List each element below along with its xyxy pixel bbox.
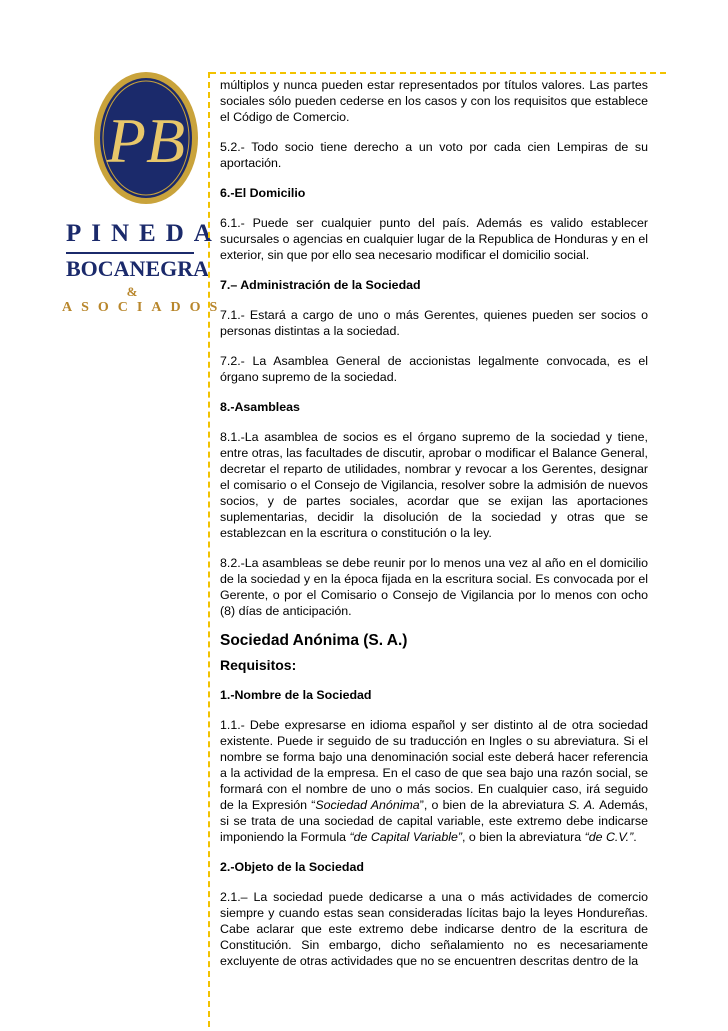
heading-domicilio: 6.-El Domicilio — [220, 186, 306, 200]
page-frame-top-border — [210, 72, 666, 74]
logo-line-asociados: ASOCIADOS — [62, 300, 227, 315]
logo-line-pineda: PINEDA — [66, 220, 222, 247]
paragraph-intro: múltiplos y nunca pueden estar representados por títulos valores. Las partes sociales sólo pueden cederse en los casos y con los requisitos que establece el Código de Comercio. — [220, 78, 648, 124]
heading-asambleas: 8.-Asambleas — [220, 400, 300, 414]
monogram-text: PB — [106, 105, 186, 176]
emphasis-capital-variable: “de Capital Variable” — [349, 830, 462, 844]
heading-sociedad-anonima: Sociedad Anónima (S. A.) — [220, 632, 408, 649]
paragraph-2-1: 2.1.– La sociedad puede dedicarse a una o más actividades de comercio siempre y cuando estas sean consideradas lícitas bajo la leyes Hondureñas. Cabe aclarar que este extremo debe indicarse dentro de la escritura de Constitución. Sin embargo, dicho señalamiento no es necesariamente excluyente de otras actividades que no se encuentren descritas dentro de la — [220, 890, 648, 968]
document-body — [220, 77, 648, 969]
paragraph-1-1-text-e: . — [633, 830, 637, 844]
paragraph-1-1-text-d: , o bien la abreviatura — [461, 830, 585, 844]
paragraph-7-1: 7.1.- Estará a cargo de uno o más Gerentes, quienes pueden ser socios o personas distintas a la sociedad. — [220, 308, 648, 338]
paragraph-6-1: 6.1.- Puede ser cualquier punto del país. Además es valido establecer sucursales o agencias en cualquier lugar de la Republica de Honduras y en el exterior, sin que por ello sea necesario modificar el domicilio social. — [220, 216, 648, 262]
logo-line-bocanegra: BOCANEGRA — [66, 256, 210, 281]
emphasis-cv: “de C.V.” — [584, 830, 634, 844]
emphasis-sociedad-anonima: Sociedad Anónima — [315, 798, 420, 812]
logo-divider — [66, 252, 194, 254]
paragraph-1-1 — [220, 717, 648, 845]
paragraph-8-1: 8.1.-La asamblea de socios es el órgano supremo de la sociedad y tiene, entre otras, las facultades de discutir, aprobar o modificar el Balance General, decretar el reparto de utilidades, nombrar y revocar a los Gerentes, designar el comisario o el Consejo de Vigilancia, resolver sobre la admisión de nuevos socios, y de partes sociales, acordar que se exijan las aportaciones suplementarias, decidir la disolución de la sociedad y otras que se establezcan en la escritura o constitución o la ley. — [220, 430, 648, 540]
paragraph-8-2: 8.2.-La asambleas se debe reunir por lo menos una vez al año en el domicilio de la sociedad y en la época fijada en la escritura social. Es convocada por el Gerente, o por el Comisario o Consejo de Vigilancia por lo menos con ocho (8) días de anticipación. — [220, 556, 648, 618]
heading-nombre-sociedad: 1.-Nombre de la Sociedad — [220, 688, 372, 702]
monogram-emblem-icon — [92, 70, 200, 210]
logo-ampersand: & — [126, 284, 138, 299]
page-frame-left-border — [208, 72, 210, 1027]
paragraph-7-2: 7.2.- La Asamblea General de accionistas legalmente convocada, es el órgano supremo de la sociedad. — [220, 354, 648, 384]
heading-administracion: 7.– Administración de la Sociedad — [220, 278, 421, 292]
paragraph-5-2: 5.2.- Todo socio tiene derecho a un voto por cada cien Lempiras de su aportación. — [220, 140, 648, 170]
paragraph-1-1-text-a: 1.1.- Debe expresarse en idioma español y ser distinto al de otra sociedad existente. Puede ir seguido de su traducción en Ingles o su abreviatura. Si el nombre se forma bajo una denominación social este deberá hacer referencia a la actividad de la empresa. En el caso de que sea bajo una razón social, se formará con el nombre de uno o más socios. En cualquier caso, irá seguido de la Expresión “ — [220, 718, 648, 812]
heading-objeto-sociedad: 2.-Objeto de la Sociedad — [220, 860, 364, 874]
paragraph-1-1-text-b: ”, o bien de la abreviatura — [419, 798, 569, 812]
emphasis-sa: S. A. — [568, 798, 596, 812]
heading-requisitos: Requisitos: — [220, 657, 297, 673]
paragraph-1-1-text-c: Además, si se trata de una sociedad de capital variable, este extremo debe indicarse imponiendo la Formula — [220, 798, 648, 844]
